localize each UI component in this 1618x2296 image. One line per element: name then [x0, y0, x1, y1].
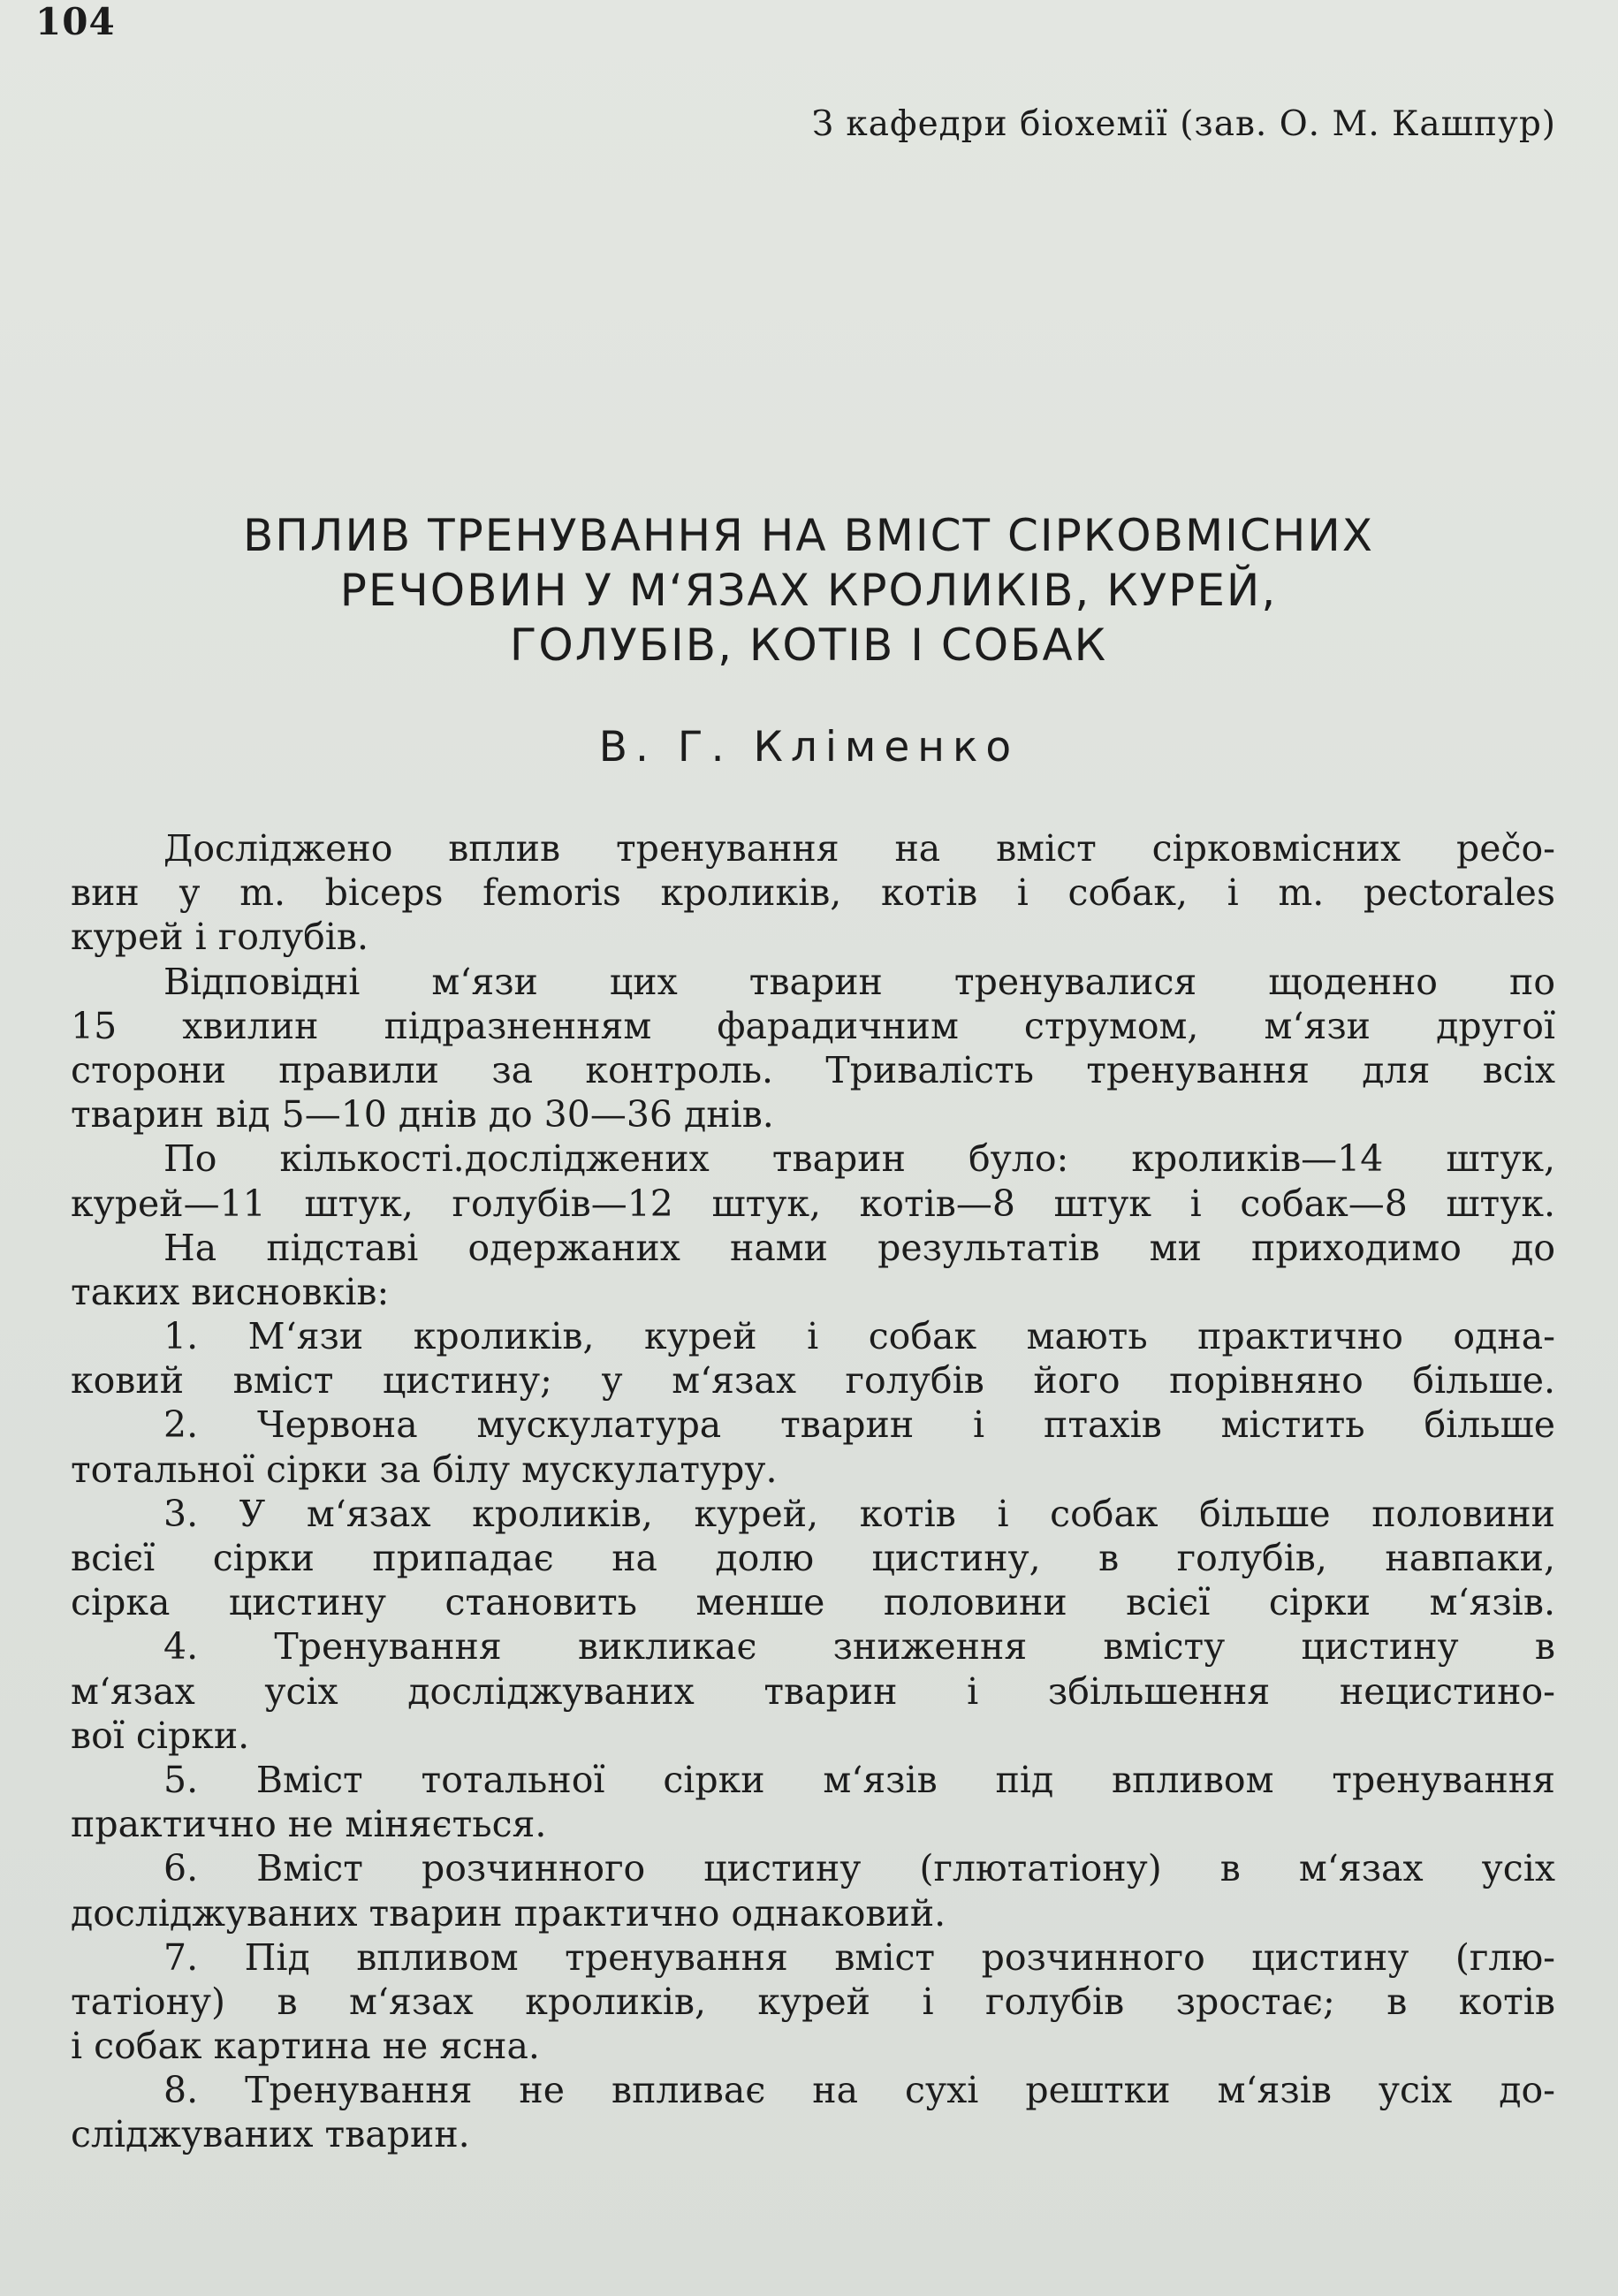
- body-line: 8. Тренування не впливає на сухі рештки м‘язів усіх до-: [163, 2069, 1555, 2112]
- body-line: 7. Під впливом тренування вміст розчинного цистину (глю-: [163, 1935, 1555, 1979]
- title-line: ВПЛИВ ТРЕНУВАННЯ НА ВМІСТ СІРКОВМІСНИХ: [242, 510, 1375, 561]
- body-line: 1. М‘язи кроликів, курей і собак мають практично одна-: [163, 1315, 1555, 1358]
- author-name: В. Г. Кліменко: [598, 723, 1020, 772]
- body-line: 3. У м‘язах кроликів, курей, котів і собак більше половини: [163, 1492, 1555, 1535]
- body-line: 2. Червона мускулатура тварин і птахів містить більше: [163, 1403, 1555, 1447]
- body-line: Досліджено вплив тренування на вміст сірковмісних рečo-: [163, 827, 1555, 870]
- body-line: По кількості.досліджених тварин було: кроликів—14 штук,: [163, 1137, 1555, 1181]
- body-line: практично не міняється.: [71, 1803, 547, 1846]
- body-line: досліджуваних тварин практично однаковий.: [71, 1891, 946, 1935]
- body-line: м‘язах усіх досліджуваних тварин і збільшення нецистино-: [71, 1669, 1555, 1713]
- body-line: курей і голубів.: [71, 916, 369, 959]
- body-line: 5. Вміст тотальної сірки м‘язів під впливом тренування: [163, 1758, 1555, 1801]
- body-line: 15 хвилин підразненням фарадичним струмом, м‘язи другої: [71, 1004, 1555, 1047]
- title-line: ГОЛУБІВ, КОТІВ І СОБАК: [509, 620, 1108, 671]
- body-line: вої сірки.: [71, 1714, 250, 1757]
- body-line: Відповідні м‘язи цих тварин тренувалися щоденно по: [163, 960, 1555, 1003]
- body-line: і собак картина не ясна.: [71, 2025, 540, 2068]
- body-line: татіону) в м‘язах кроликів, курей і голубів зростає; в котів: [71, 1980, 1555, 2023]
- body-line: 4. Тренування викликає зниження вмісту цистину в: [163, 1625, 1555, 1669]
- body-line: сторони правили за контроль. Тривалість тренування для всіх: [71, 1048, 1555, 1091]
- department-header: З кафедри біохемії (зав. О. М. Кашпур): [811, 104, 1556, 144]
- body-line: тотальної сірки за білу мускулатуру.: [71, 1448, 778, 1491]
- body-line: ковий вміст цистину; у м‘язах голубів його порівняно більше.: [71, 1359, 1555, 1403]
- body-line: таких висновків:: [71, 1270, 390, 1313]
- body-line: вин у m. biceps femoris кроликів, котів і собак, і m. pectorales: [71, 871, 1555, 915]
- body-line: сірка цистину становить менше половини всієї сірки м‘язів.: [71, 1581, 1555, 1624]
- body-line: всієї сірки припадає на долю цистину, в голубів, навпаки,: [71, 1537, 1555, 1579]
- article-title: [88, 508, 1529, 673]
- title-line: РЕЧОВИН У М‘ЯЗАХ КРОЛИКІВ, КУРЕЙ,: [339, 565, 1278, 616]
- body-line: На підставі одержаних нами результатів ми приходимо до: [163, 1226, 1555, 1269]
- body-line: сліджуваних тварин.: [71, 2113, 470, 2156]
- article-body: [71, 826, 1555, 2157]
- body-line: 6. Вміст розчинного цистину (глютатіону) в м‘язах усіх: [163, 1847, 1555, 1890]
- body-line: тварин від 5—10 днів до 30—36 днів.: [71, 1093, 774, 1137]
- body-line: курей—11 штук, голубів—12 штук, котів—8 штук і собак—8 штук.: [71, 1182, 1555, 1225]
- page-number: 104: [35, 0, 116, 43]
